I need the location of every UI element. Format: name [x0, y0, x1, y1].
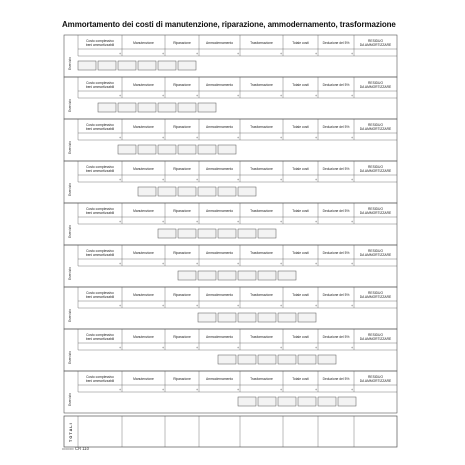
- year-box: [218, 313, 236, 322]
- column-header: Costo complessivo: [86, 165, 114, 169]
- operator-mark: +: [119, 136, 121, 140]
- operator-mark: +: [119, 220, 121, 224]
- year-box: [158, 187, 176, 196]
- column-header: Costo complessivo: [86, 333, 114, 337]
- operator-mark: +: [196, 178, 198, 182]
- year-box: [298, 313, 316, 322]
- operator-mark: +: [237, 346, 239, 350]
- year-box: [338, 397, 356, 406]
- operator-mark: +: [196, 136, 198, 140]
- column-header: Totale costi: [292, 167, 309, 171]
- column-header: Deduzione del 5%: [322, 251, 350, 255]
- operator-mark: +: [351, 136, 353, 140]
- column-header: Ammodernamento: [205, 377, 234, 381]
- operator-mark: +: [237, 220, 239, 224]
- column-header: Costo complessivo: [86, 375, 114, 379]
- year-box: [278, 355, 296, 364]
- column-header: Totale costi: [292, 251, 309, 255]
- column-header: Manutenzione: [133, 335, 154, 339]
- column-header: Deduzione del 5%: [322, 41, 350, 45]
- year-box: [238, 229, 256, 238]
- year-box: [78, 61, 96, 70]
- year-box: [178, 103, 196, 112]
- year-box: [118, 61, 136, 70]
- column-header: Manutenzione: [133, 125, 154, 129]
- totals-frame: [64, 416, 397, 447]
- column-header: Manutenzione: [133, 377, 154, 381]
- column-header: RESIDUO: [367, 291, 384, 295]
- column-header: DA AMMORTIZZARE: [359, 337, 392, 341]
- footer-code: [62, 446, 89, 451]
- year-box: [158, 145, 176, 154]
- column-header: Manutenzione: [133, 83, 154, 87]
- column-header: Ammodernamento: [205, 335, 234, 339]
- operator-mark: +: [351, 178, 353, 182]
- year-box: [198, 187, 216, 196]
- column-header: RESIDUO: [367, 39, 384, 43]
- year-box: [258, 355, 276, 364]
- operator-mark: +: [237, 304, 239, 308]
- column-header: Totale costi: [292, 209, 309, 213]
- operator-mark: +: [119, 94, 121, 98]
- operator-mark: +: [237, 178, 239, 182]
- year-box: [278, 313, 296, 322]
- year-box: [198, 103, 216, 112]
- row-side-label: Esercizio: [68, 141, 72, 154]
- column-header: beni ammortizzabili: [85, 253, 115, 257]
- year-box: [198, 313, 216, 322]
- operator-mark: +: [162, 220, 164, 224]
- column-header: Deduzione del 5%: [322, 377, 350, 381]
- column-header: Riparazione: [173, 377, 191, 381]
- column-header: Trasformazione: [250, 125, 273, 129]
- year-box: [178, 61, 196, 70]
- column-header: RESIDUO: [367, 249, 384, 253]
- operator-mark: +: [351, 304, 353, 308]
- column-header: Riparazione: [173, 251, 191, 255]
- column-header: Trasformazione: [250, 293, 273, 297]
- operator-mark: +: [315, 388, 317, 392]
- operator-mark: +: [119, 52, 121, 56]
- operator-mark: +: [280, 304, 282, 308]
- column-header: Riparazione: [173, 335, 191, 339]
- column-header: Riparazione: [173, 83, 191, 87]
- operator-mark: +: [237, 94, 239, 98]
- year-box: [278, 397, 296, 406]
- column-header: Deduzione del 5%: [322, 83, 350, 87]
- column-header: Totale costi: [292, 83, 309, 87]
- operator-mark: +: [196, 346, 198, 350]
- column-header: Totale costi: [292, 335, 309, 339]
- operator-mark: +: [280, 136, 282, 140]
- column-header: DA AMMORTIZZARE: [359, 127, 392, 131]
- row-side-label: Esercizio: [68, 225, 72, 238]
- page-title: Ammortamento dei costi di manutenzione, riparazione, ammodernamento, trasformazione: [62, 19, 396, 29]
- year-box: [318, 397, 336, 406]
- column-header: Costo complessivo: [86, 207, 114, 211]
- column-header: Deduzione del 5%: [322, 125, 350, 129]
- operator-mark: +: [351, 220, 353, 224]
- operator-mark: +: [315, 262, 317, 266]
- year-box: [178, 145, 196, 154]
- column-header: Costo complessivo: [86, 81, 114, 85]
- operator-mark: +: [315, 52, 317, 56]
- column-header: beni ammortizzabili: [85, 169, 115, 173]
- year-box: [218, 145, 236, 154]
- operator-mark: +: [351, 94, 353, 98]
- column-header: Deduzione del 5%: [322, 293, 350, 297]
- operator-mark: +: [315, 304, 317, 308]
- operator-mark: +: [237, 136, 239, 140]
- column-header: Riparazione: [173, 167, 191, 171]
- operator-mark: +: [351, 388, 353, 392]
- column-header: Deduzione del 5%: [322, 335, 350, 339]
- year-box: [158, 103, 176, 112]
- column-header: Ammodernamento: [205, 293, 234, 297]
- column-header: Manutenzione: [133, 293, 154, 297]
- operator-mark: +: [162, 304, 164, 308]
- operator-mark: +: [280, 52, 282, 56]
- year-box: [158, 229, 176, 238]
- column-header: DA AMMORTIZZARE: [359, 43, 392, 47]
- operator-mark: +: [196, 304, 198, 308]
- column-header: DA AMMORTIZZARE: [359, 211, 392, 215]
- operator-mark: +: [237, 52, 239, 56]
- column-header: Trasformazione: [250, 41, 273, 45]
- operator-mark: +: [162, 262, 164, 266]
- column-header: DA AMMORTIZZARE: [359, 379, 392, 383]
- year-box: [138, 145, 156, 154]
- operator-mark: +: [119, 304, 121, 308]
- operator-mark: +: [280, 220, 282, 224]
- column-header: Totale costi: [292, 293, 309, 297]
- year-box: [298, 355, 316, 364]
- year-box: [238, 313, 256, 322]
- year-box: [198, 145, 216, 154]
- operator-mark: +: [237, 388, 239, 392]
- operator-mark: +: [119, 262, 121, 266]
- column-header: beni ammortizzabili: [85, 85, 115, 89]
- year-box: [138, 61, 156, 70]
- year-box: [218, 187, 236, 196]
- operator-mark: +: [196, 52, 198, 56]
- year-box: [298, 397, 316, 406]
- row-side-label: Esercizio: [68, 351, 72, 364]
- row-side-label: Esercizio: [68, 183, 72, 196]
- operator-mark: +: [280, 388, 282, 392]
- year-box: [238, 187, 256, 196]
- year-box: [238, 271, 256, 280]
- operator-mark: +: [315, 94, 317, 98]
- column-header: Totale costi: [292, 41, 309, 45]
- column-header: Trasformazione: [250, 251, 273, 255]
- operator-mark: +: [196, 388, 198, 392]
- column-header: Ammodernamento: [205, 83, 234, 87]
- column-header: Manutenzione: [133, 41, 154, 45]
- year-box: [258, 313, 276, 322]
- operator-mark: +: [162, 94, 164, 98]
- operator-mark: +: [280, 346, 282, 350]
- column-header: Manutenzione: [133, 209, 154, 213]
- year-box: [238, 355, 256, 364]
- column-header: Manutenzione: [133, 167, 154, 171]
- year-box: [178, 187, 196, 196]
- operator-mark: +: [351, 262, 353, 266]
- year-box: [158, 61, 176, 70]
- column-header: beni ammortizzabili: [85, 43, 115, 47]
- column-header: Ammodernamento: [205, 125, 234, 129]
- operator-mark: +: [196, 94, 198, 98]
- column-header: Riparazione: [173, 293, 191, 297]
- year-box: [118, 103, 136, 112]
- column-header: Totale costi: [292, 125, 309, 129]
- year-box: [238, 397, 256, 406]
- year-box: [218, 271, 236, 280]
- operator-mark: +: [315, 346, 317, 350]
- column-header: Riparazione: [173, 125, 191, 129]
- column-header: beni ammortizzabili: [85, 379, 115, 383]
- operator-mark: +: [196, 262, 198, 266]
- column-header: Costo complessivo: [86, 39, 114, 43]
- year-box: [118, 145, 136, 154]
- column-header: Manutenzione: [133, 251, 154, 255]
- operator-mark: +: [280, 262, 282, 266]
- operator-mark: +: [119, 388, 121, 392]
- column-header: RESIDUO: [367, 333, 384, 337]
- column-header: Ammodernamento: [205, 41, 234, 45]
- row-side-label: Esercizio: [68, 57, 72, 70]
- year-box: [198, 229, 216, 238]
- year-box: [98, 103, 116, 112]
- column-header: DA AMMORTIZZARE: [359, 85, 392, 89]
- year-box: [138, 103, 156, 112]
- operator-mark: +: [280, 94, 282, 98]
- totals-label: T O T A L I: [69, 423, 73, 442]
- operator-mark: +: [315, 178, 317, 182]
- operator-mark: +: [280, 178, 282, 182]
- publisher-mark: ▭▭▭: [62, 446, 76, 451]
- column-header: RESIDUO: [367, 123, 384, 127]
- column-header: Trasformazione: [250, 335, 273, 339]
- operator-mark: +: [162, 136, 164, 140]
- column-header: Costo complessivo: [86, 249, 114, 253]
- row-side-label: Esercizio: [68, 267, 72, 280]
- operator-mark: +: [196, 220, 198, 224]
- operator-mark: +: [351, 346, 353, 350]
- column-header: RESIDUO: [367, 207, 384, 211]
- operator-mark: +: [162, 388, 164, 392]
- column-header: beni ammortizzabili: [85, 295, 115, 299]
- column-header: Ammodernamento: [205, 167, 234, 171]
- column-header: beni ammortizzabili: [85, 211, 115, 215]
- column-header: Costo complessivo: [86, 291, 114, 295]
- column-header: Totale costi: [292, 377, 309, 381]
- column-header: Trasformazione: [250, 209, 273, 213]
- column-header: RESIDUO: [367, 81, 384, 85]
- row-side-label: Esercizio: [68, 309, 72, 322]
- column-header: Trasformazione: [250, 377, 273, 381]
- column-header: Ammodernamento: [205, 251, 234, 255]
- column-header: beni ammortizzabili: [85, 337, 115, 341]
- operator-mark: +: [162, 346, 164, 350]
- operator-mark: +: [119, 346, 121, 350]
- row-side-label: Esercizio: [68, 99, 72, 112]
- year-box: [258, 271, 276, 280]
- column-header: RESIDUO: [367, 375, 384, 379]
- column-header: DA AMMORTIZZARE: [359, 295, 392, 299]
- column-header: Deduzione del 5%: [322, 209, 350, 213]
- column-header: DA AMMORTIZZARE: [359, 253, 392, 257]
- column-header: Deduzione del 5%: [322, 167, 350, 171]
- year-box: [138, 187, 156, 196]
- column-header: DA AMMORTIZZARE: [359, 169, 392, 173]
- operator-mark: +: [315, 220, 317, 224]
- operator-mark: +: [315, 136, 317, 140]
- year-box: [258, 397, 276, 406]
- form-code: CR 110: [75, 446, 89, 451]
- column-header: RESIDUO: [367, 165, 384, 169]
- year-box: [98, 61, 116, 70]
- operator-mark: +: [162, 52, 164, 56]
- year-box: [278, 271, 296, 280]
- year-box: [318, 355, 336, 364]
- column-header: Ammodernamento: [205, 209, 234, 213]
- column-header: Riparazione: [173, 41, 191, 45]
- year-box: [178, 229, 196, 238]
- year-box: [218, 229, 236, 238]
- operator-mark: +: [119, 178, 121, 182]
- column-header: Costo complessivo: [86, 123, 114, 127]
- operator-mark: +: [351, 52, 353, 56]
- column-header: Trasformazione: [250, 83, 273, 87]
- year-box: [178, 271, 196, 280]
- year-box: [198, 271, 216, 280]
- operator-mark: +: [162, 178, 164, 182]
- row-side-label: Esercizio: [68, 393, 72, 406]
- year-box: [218, 355, 236, 364]
- column-header: Riparazione: [173, 209, 191, 213]
- column-header: beni ammortizzabili: [85, 127, 115, 131]
- column-header: Trasformazione: [250, 167, 273, 171]
- year-box: [258, 229, 276, 238]
- operator-mark: +: [237, 262, 239, 266]
